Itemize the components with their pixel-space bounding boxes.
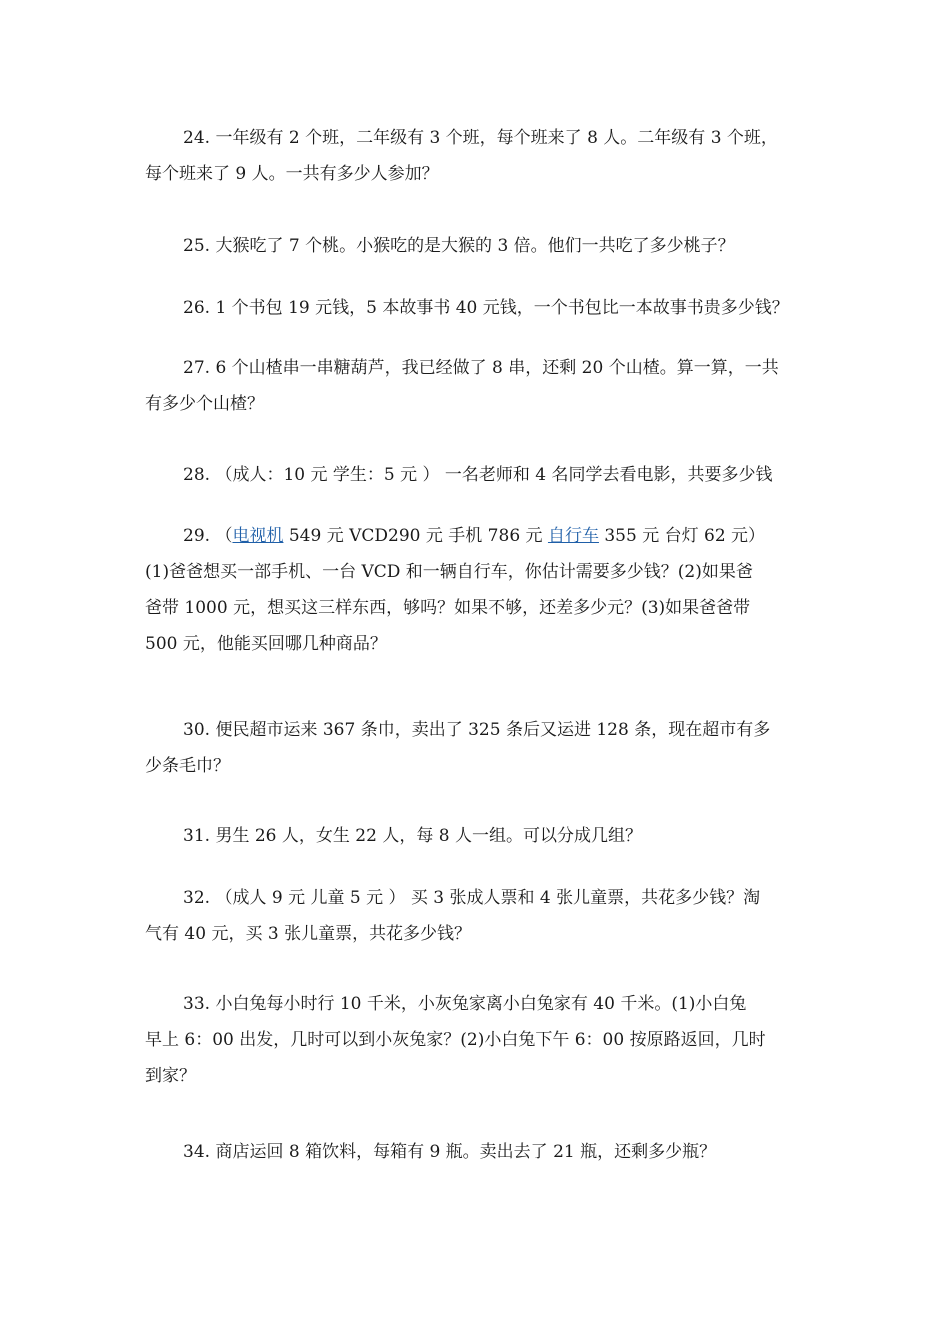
problem-29-line-2: (1)爸爸想买一部手机、一台 VCD 和一辆自行车，你估计需要多少钱？(2)如果爸 (145, 562, 753, 582)
problem-26-line-1: 26. 1 个书包 19 元钱，5 本故事书 40 元钱，一个书包比一本故事书贵多少钱？ (183, 298, 789, 318)
problem-28 (145, 457, 815, 493)
problem-24 (145, 120, 815, 192)
problem-25-line-1: 25. 大猴吃了 7 个桃。小猴吃的是大猴的 3 倍。他们一共吃了多少桃子？ (183, 236, 735, 256)
problem-29 (145, 518, 815, 662)
problem-33 (145, 986, 815, 1094)
problem-31-line-1: 31. 男生 26 人，女生 22 人，每 8 人一组。可以分成几组？ (183, 826, 642, 846)
problem-32-line-1: 32. （成人 9 元 儿童 5 元 ） 买 3 张成人票和 4 张儿童票，共花多少钱？淘 (183, 888, 761, 908)
problem-30 (145, 712, 815, 784)
problem-27-line-2: 有多少个山楂？ (145, 394, 264, 414)
problem-33-line-1: 33. 小白兔每小时行 10 千米，小灰兔家离小白兔家有 40 千米。(1)小白兔 (183, 994, 747, 1014)
problem-25 (145, 228, 815, 264)
problem-34 (145, 1134, 815, 1170)
problem-33-line-2: 早上 6：00 出发，几时可以到小灰兔家？(2)小白兔下午 6：00 按原路返回，几时 (145, 1030, 766, 1050)
problem-33-line-3: 到家？ (145, 1066, 196, 1086)
problem-32-line-2: 气有 40 元，买 3 张儿童票，共花多少钱？ (145, 924, 472, 944)
problem-27 (145, 350, 815, 422)
problem-29-line-3: 爸带 1000 元，想买这三样东西，够吗？如果不够，还差多少元？(3)如果爸爸带 (145, 598, 751, 618)
problem-29-mid-1: 549 元 VCD290 元 手机 786 元 (283, 526, 548, 546)
problem-30-line-2: 少条毛巾？ (145, 756, 230, 776)
problem-34-line-1: 34. 商店运回 8 箱饮料，每箱有 9 瓶。卖出去了 21 瓶，还剩多少瓶？ (183, 1142, 717, 1162)
problem-30-line-1: 30. 便民超市运来 367 条巾，卖出了 325 条后又运进 128 条，现在超市有多 (183, 720, 771, 740)
problem-26 (145, 290, 815, 326)
problem-24-line-1: 24. 一年级有 2 个班，二年级有 3 个班，每个班来了 8 人。二年级有 3 个班， (183, 128, 778, 148)
problem-29-mid-2: 355 元 台灯 62 元） (598, 526, 766, 546)
problem-31 (145, 818, 815, 854)
problem-28-line-1: 28. （成人：10 元 学生：5 元 ） 一名老师和 4 名同学去看电影，共要多少钱 (183, 465, 773, 485)
problem-29-prefix: 29. （ (183, 526, 233, 546)
problem-27-line-1: 27. 6 个山楂串一串糖葫芦，我已经做了 8 串，还剩 20 个山楂。算一算，一共 (183, 358, 779, 378)
bicycle-link[interactable]: 自行车 (547, 526, 599, 546)
tv-link[interactable]: 电视机 (232, 526, 284, 546)
problem-29-line-1 (145, 518, 815, 554)
problem-32 (145, 880, 815, 952)
problem-29-line-4: 500 元，他能买回哪几种商品？ (145, 634, 387, 654)
problem-24-line-2: 每个班来了 9 人。一共有多少人参加？ (145, 164, 439, 184)
